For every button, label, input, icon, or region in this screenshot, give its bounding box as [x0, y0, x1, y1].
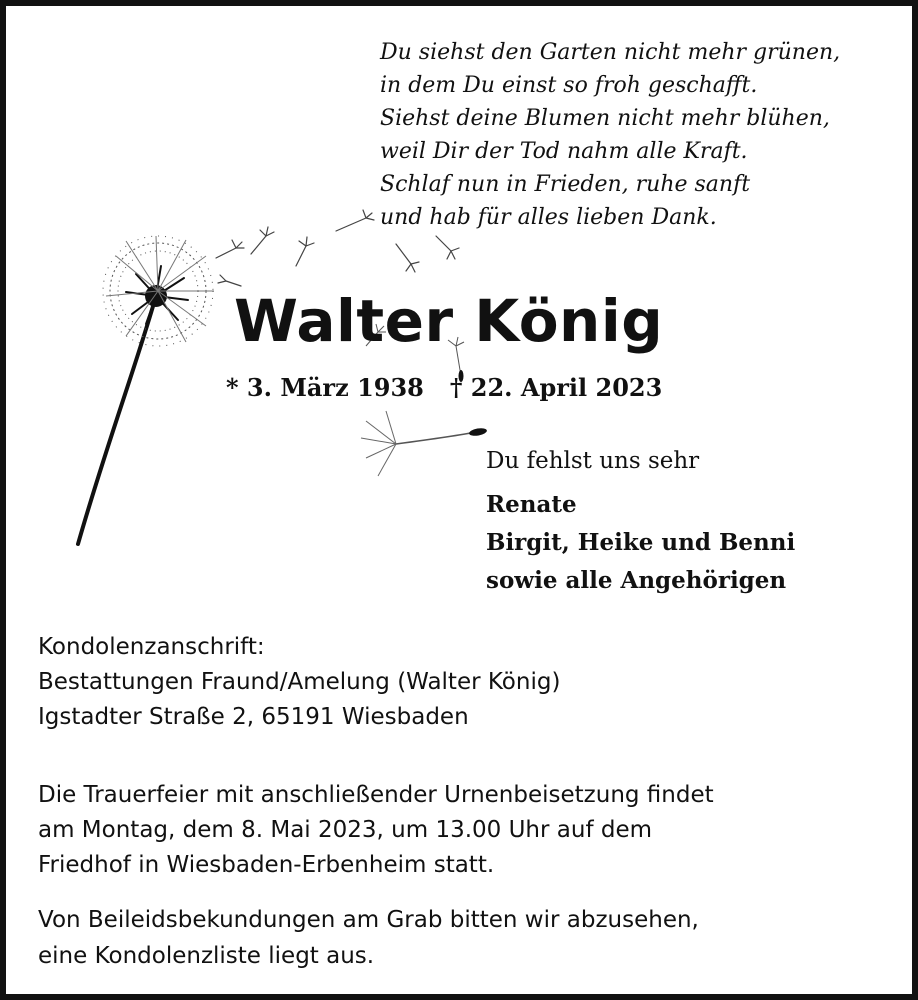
mourners-list [486, 486, 795, 600]
mourner-name: sowie alle Angehörigen [486, 567, 787, 594]
mourner-name: Renate [486, 491, 577, 518]
address-line: Kondolenzanschrift: [38, 634, 265, 660]
mourner-name: Birgit, Heike und Benni [486, 529, 796, 556]
condolence-notice [38, 902, 699, 974]
poem-line: Siehst deine Blumen nicht mehr blühen, [380, 106, 830, 131]
life-dates [226, 371, 662, 405]
ceremony-line: am Montag, dem 8. Mai 2023, um 13.00 Uhr auf dem [38, 817, 653, 843]
poem-line: Schlaf nun in Frieden, ruhe sanft [380, 172, 751, 197]
condolence-address [38, 630, 560, 735]
ceremony-line: Die Trauerfeier mit anschließender Urnenbeisetzung findet [38, 782, 714, 808]
death-date: † 22. April 2023 [449, 373, 663, 402]
deceased-name: Walter König [234, 287, 664, 355]
poem-line: weil Dir der Tod nahm alle Kraft. [380, 139, 748, 164]
ceremony-notice [38, 778, 714, 883]
poem-line: in dem Du einst so froh geschafft. [380, 73, 758, 98]
condolence-line: Von Beileidsbekundungen am Grab bitten wir abzusehen, [38, 907, 699, 933]
condolence-line: eine Kondolenzliste liegt aus. [38, 943, 375, 969]
poem-line: und hab für alles lieben Dank. [380, 205, 717, 230]
address-line: Igstadter Straße 2, 65191 Wiesbaden [38, 704, 469, 730]
poem [380, 36, 900, 234]
mourners-intro: Du fehlst uns sehr [486, 448, 700, 474]
poem-line: Du siehst den Garten nicht mehr grünen, [380, 40, 841, 65]
address-line: Bestattungen Fraund/Amelung (Walter König) [38, 669, 561, 695]
ceremony-line: Friedhof in Wiesbaden-Erbenheim statt. [38, 852, 495, 878]
birth-date: * 3. März 1938 [226, 373, 424, 402]
